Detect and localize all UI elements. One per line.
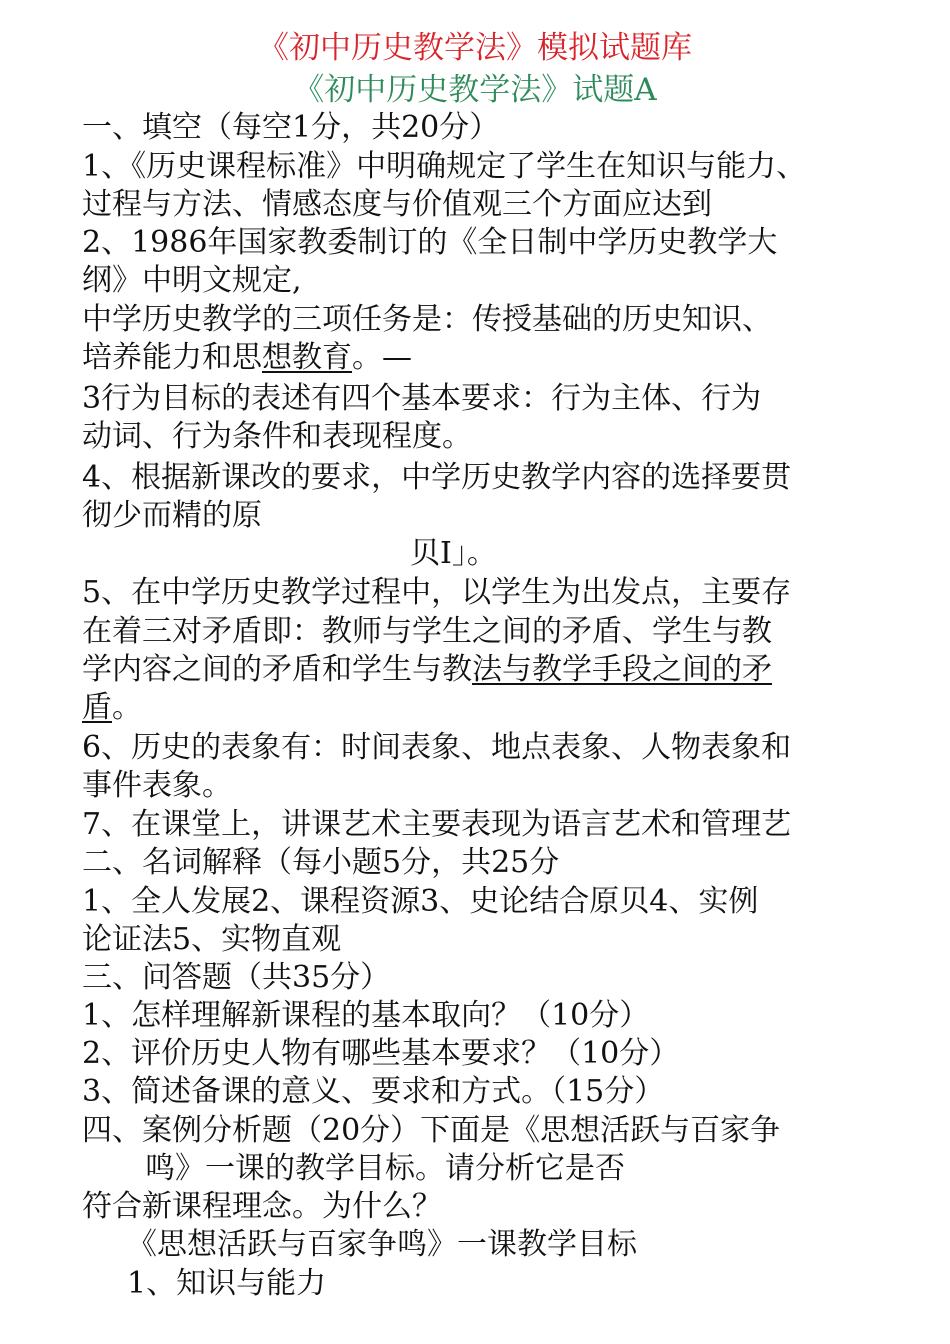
underlined-answer: 盾 [82,690,112,725]
terms-line-2: 论证法5、实物直观 [82,922,342,957]
question-6-line-2: 事件表象。 [82,768,232,803]
question-5-line-3 [82,651,772,689]
question-3-line-2: 动词、行为条件和表现程度。 [82,419,472,454]
question-6-line-1: 6、历史的表象有：时间表象、地点表象、人物表象和 [82,730,792,765]
question-2-text: 培养能力和思 [82,340,262,375]
case-heading-line-2: 鸣》一课的教学目标。请分析它是否 [145,1151,625,1186]
qa-question-3: 3、简述备课的意义、要求和方式。（15分） [82,1074,665,1109]
question-5-line-2: 在着三对矛盾即：教师与学生之间的矛盾、学生与教 [82,614,772,649]
section-heading-qa: 三、问答题（共35分） [82,960,391,995]
exam-subtitle: 《初中历史教学法》试题A [293,72,657,108]
question-2-line-1: 2、1986年国家教委制订的《全日制中学历史教学大 [82,225,778,260]
question-1-line-2: 过程与方法、情感态度与价值观三个方面应达到 [82,187,712,222]
question-5-text: 学内容之间的矛盾和学生与教 [82,652,472,687]
section-heading-fill-blank: 一、填空（每空1分，共20分） [82,110,500,145]
case-item-1: 1、知识与能力 [127,1266,327,1301]
question-4-line-1: 4、根据新课改的要求，中学历史教学内容的选择要贯 [82,460,792,495]
case-heading-line-3: 符合新课程理念。为什么？ [82,1189,442,1224]
question-5-end: 。 [112,690,142,725]
underlined-answer: 法与教学手段之间的矛 [472,652,772,687]
underlined-answer: 想教育 [262,340,352,375]
case-title: 《思想活跃与百家争鸣》一课教学目标 [127,1227,637,1262]
qa-question-2: 2、评价历史人物有哪些基本要求？（10分） [82,1036,680,1071]
question-4-line-2: 彻少而精的原 [82,498,262,533]
question-2-line-4 [82,339,412,377]
question-4-line-3: 贝I」。 [410,536,497,571]
question-2-end: 。— [352,340,412,375]
question-5-line-1: 5、在中学历史教学过程中，以学生为出发点，主要存 [82,575,792,610]
section-heading-case: 四、案例分析题（20分）下面是《思想活跃与百家争 [82,1113,781,1148]
question-3-line-1: 3行为目标的表述有四个基本要求：行为主体、行为 [82,381,762,416]
question-1-line-1: 1、《历史课程标准》中明确规定了学生在知识与能力、 [82,149,807,184]
document-title: 《初中历史教学法》模拟试题库 [258,30,692,66]
qa-question-1: 1、怎样理解新课程的基本取向？（10分） [82,998,650,1033]
question-7-line-1: 7、在课堂上，讲课艺术主要表现为语言艺术和管理艺 [82,807,792,842]
question-2-line-2: 纲》中明文规定, [82,263,302,298]
question-2-line-3: 中学历史教学的三项任务是：传授基础的历史知识、 [82,302,772,337]
section-heading-terms: 二、名词解释（每小题5分，共25分 [82,845,560,880]
question-5-line-4 [82,689,142,727]
terms-line-1: 1、全人发展2、课程资源3、史论结合原贝4、实例 [82,884,759,919]
